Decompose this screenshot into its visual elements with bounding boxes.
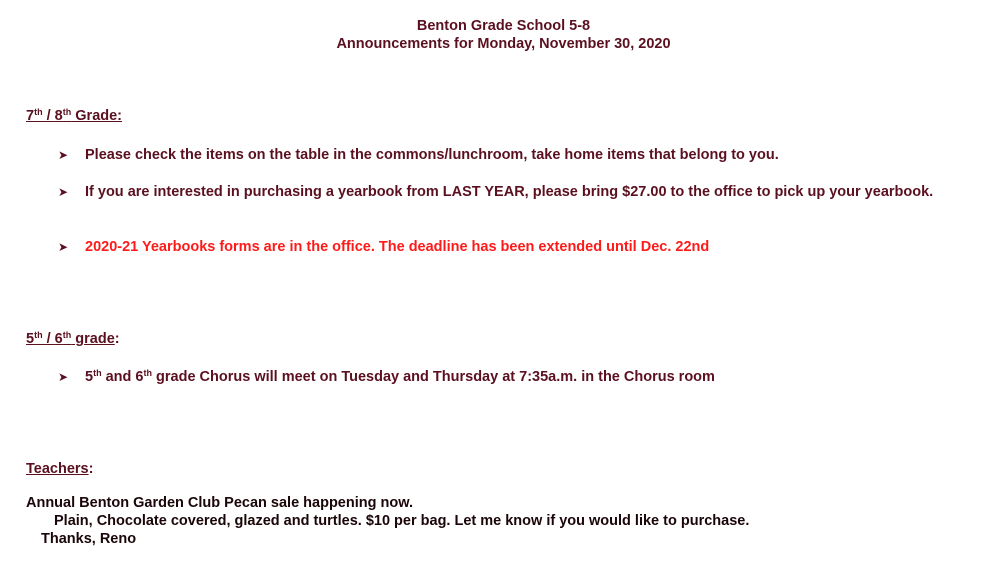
- section-heading-grade-7-8: 7th / 8th Grade:: [26, 107, 123, 124]
- arrow-bullet-icon: ➤: [58, 185, 69, 199]
- arrow-bullet-icon: ➤: [58, 148, 69, 162]
- pecan-sale-announcement: Annual Benton Garden Club Pecan sale happening now.: [26, 495, 413, 511]
- section-heading-teachers: Teachers:: [26, 461, 94, 477]
- list-item: ➤ If you are interested in purchasing a yearbook from LAST YEAR, please bring $27.00 to the office to pick up your yearbook.: [58, 184, 934, 200]
- arrow-bullet-icon: ➤: [58, 240, 69, 254]
- announcement-date-title: Announcements for Monday, November 30, 2020: [336, 36, 671, 52]
- section-heading-grade-5-6: 5th / 6th grade:: [26, 330, 120, 347]
- pecan-sale-details: Plain, Chocolate covered, glazed and turtles. $10 per bag. Let me know if you would like to purchase.: [54, 513, 750, 529]
- announcement-header: [0, 17, 1007, 53]
- list-item-highlight: ➤ 2020-21 Yearbooks forms are in the office. The deadline has been extended until Dec. 22nd: [58, 239, 710, 255]
- school-name: Benton Grade School 5-8: [416, 18, 591, 34]
- signature-line: Thanks, Reno: [41, 531, 137, 547]
- list-item: ➤ 5th and 6th grade Chorus will meet on Tuesday and Thursday at 7:35a.m. in the Chorus room: [58, 368, 715, 385]
- list-item: ➤ Please check the items on the table in the commons/lunchroom, take home items that belong to you.: [58, 147, 779, 163]
- arrow-bullet-icon: ➤: [58, 370, 69, 384]
